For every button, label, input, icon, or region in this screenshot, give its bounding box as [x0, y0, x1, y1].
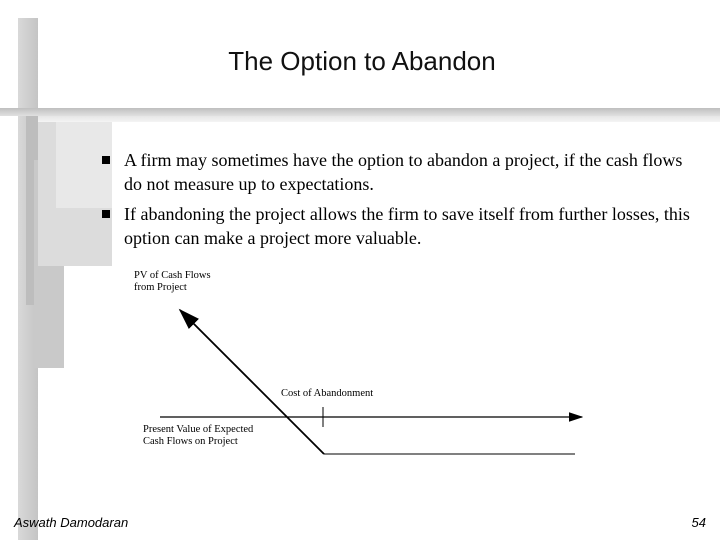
slide-title: The Option to Abandon [228, 46, 496, 76]
page-number: 54 [691, 515, 706, 530]
bullet-text: A firm may sometimes have the option to abandon a project, if the cash flows do not measure up to expectations. [124, 150, 683, 194]
y-axis-label-line: PV of Cash Flows [134, 270, 211, 281]
author-footer: Aswath Damodaran [14, 515, 129, 530]
y-axis-label-line: from Project [134, 282, 187, 293]
cost-of-abandonment-label: Cost of Abandonment [281, 388, 374, 399]
x-axis-label [143, 424, 253, 448]
y-axis-label [134, 270, 211, 294]
bullet-text: If abandoning the project allows the firm to save itself from further losses, this option can make a project more valuable. [124, 204, 690, 248]
x-axis-label-line: Cash Flows on Project [143, 436, 238, 447]
x-axis-label-line: Present Value of Expected [143, 424, 254, 435]
